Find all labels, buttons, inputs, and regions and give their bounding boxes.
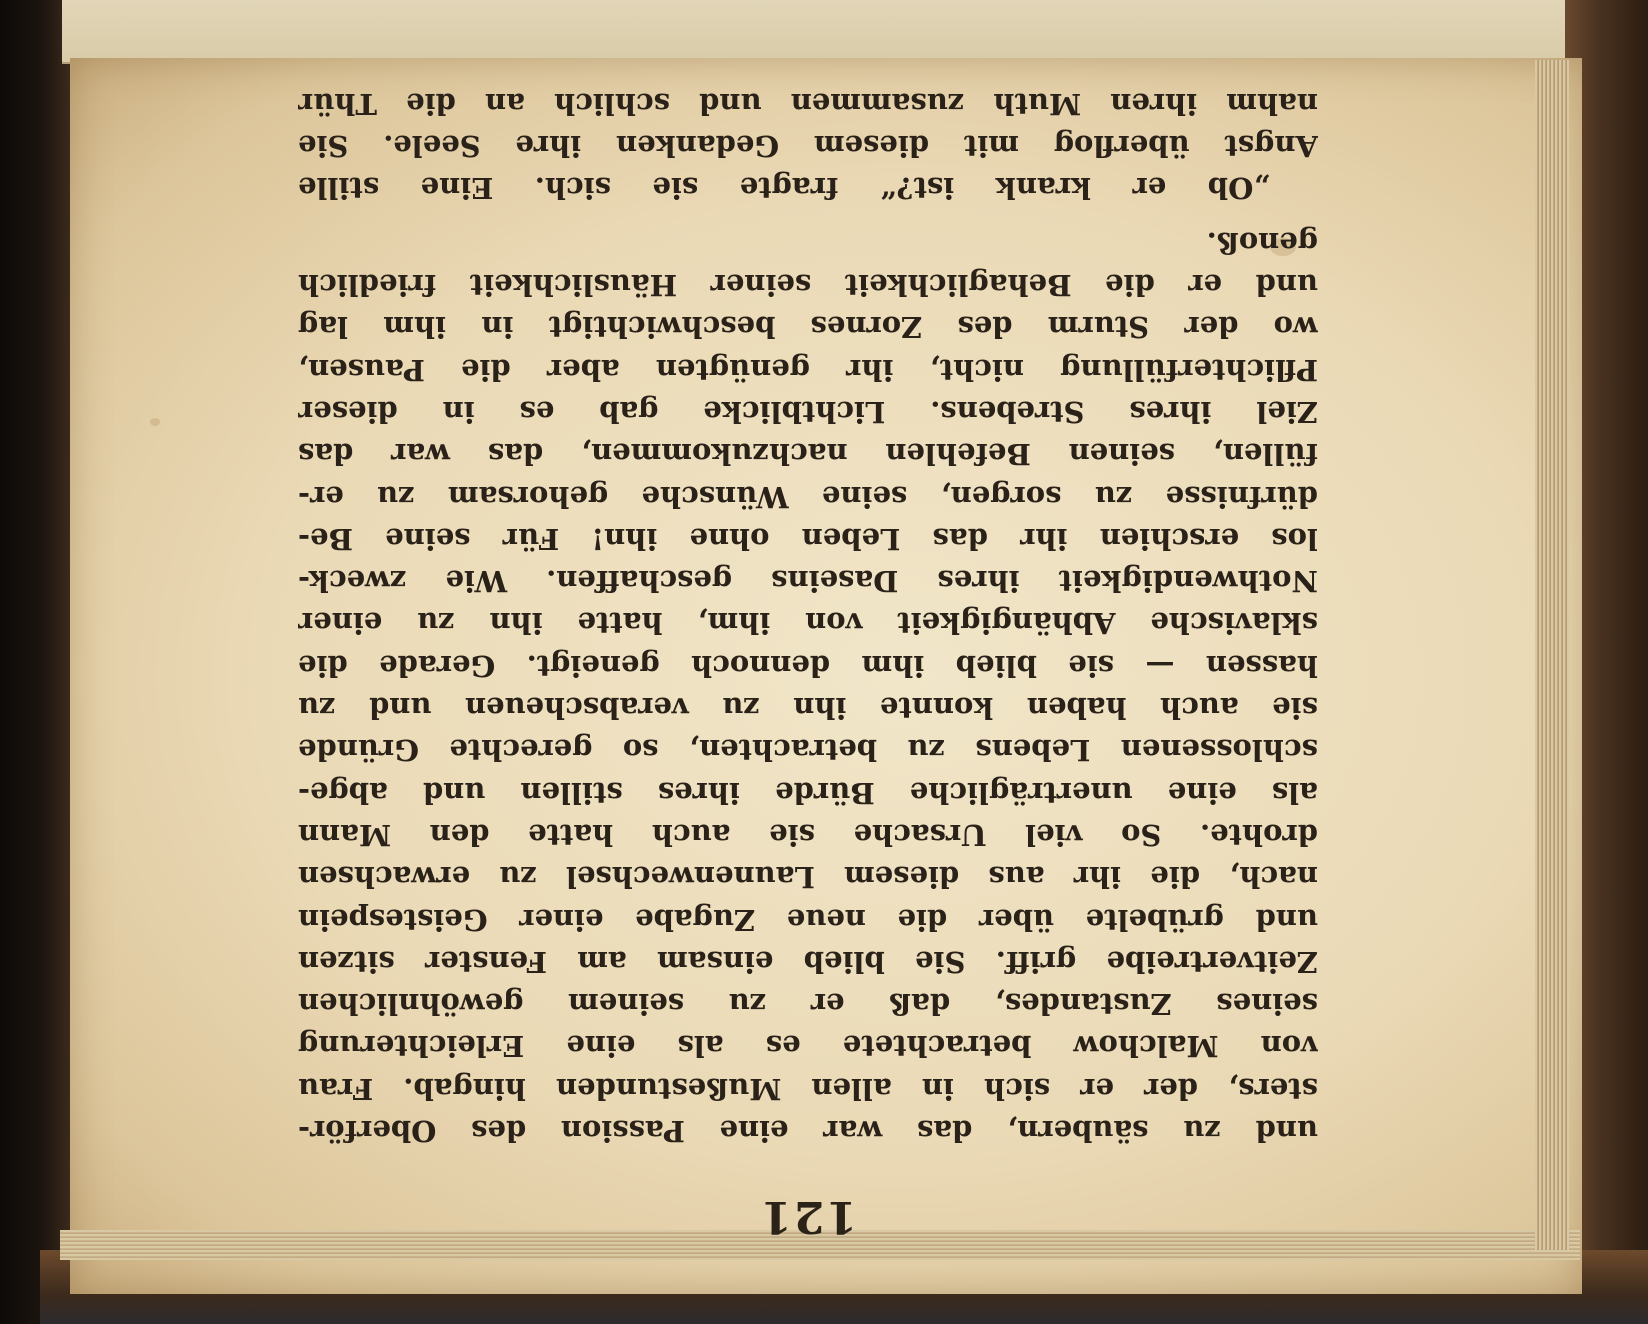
- page-stack-right: [1535, 60, 1569, 1250]
- text-line: drohte. So viel Ursache sie auch hatte den Mann: [298, 817, 1318, 852]
- text-line: los erschien ihr das Leben ohne ihn! Für seine Be-: [298, 521, 1318, 556]
- text-line: genoß.: [1206, 225, 1318, 260]
- book-binding: [0, 0, 70, 1324]
- text-line: und zu säubern, das war eine Passion des Oberför-: [298, 1114, 1318, 1148]
- text-line: von Malchow betrachtete es als eine Erleichterung: [298, 1029, 1318, 1064]
- text-line: als eine unerträgliche Bürde ihres stillen und abge-: [298, 775, 1318, 810]
- text-line: sters, der er sich in allen Mußestunden hingab. Frau: [298, 1071, 1318, 1106]
- page-text-block: [298, 86, 1318, 1242]
- previous-page-edge: [62, 0, 1582, 64]
- text-line: Ziel ihres Strebens. Lichtblicke gab es in dieser: [298, 394, 1318, 429]
- text-line: sklavische Abhängigkeit von ihm, hatte ihn zu einer: [298, 606, 1318, 641]
- text-line: Nothwendigkeit ihres Daseins geschaffen. Wie zweck-: [298, 564, 1318, 599]
- page-number: 121: [759, 1191, 857, 1242]
- text-line: füllen, seinen Befehlen nachzukommen, das war das: [298, 437, 1318, 472]
- text-line: „Ob er krank ist?“ fragte sie sich. Eine stille: [298, 171, 1270, 206]
- text-line: sie auch haben konnte ihn zu verabscheuen und zu: [298, 691, 1318, 726]
- text-line: wo der Sturm des Zornes beschwichtigt in ihm lag: [298, 310, 1318, 345]
- text-line: nahm ihren Muth zusammen und schlich an die Thür: [298, 86, 1318, 121]
- text-line: schlossenen Lebens zu betrachten, so gerechte Gründe: [298, 733, 1318, 768]
- text-line: hassen — sie blieb ihm dennoch geneigt. Gerade die: [298, 648, 1318, 683]
- text-line: Angst überflog mit diesem Gedanken ihre Seele. Sie: [298, 129, 1318, 164]
- text-line: dürfnisse zu sorgen, seine Wünsche gehorsam zu er-: [298, 479, 1318, 514]
- text-line: und er die Behaglichkeit seiner Häuslichkeit friedlich: [298, 268, 1318, 303]
- text-lines: [298, 83, 1318, 1152]
- text-line: und grübelte über die neue Zugabe einer Geistespein: [298, 902, 1318, 937]
- text-line: seines Zustandes, daß er zu seinem gewöhnlichen: [298, 987, 1318, 1022]
- text-line: Pflichterfüllung nicht, ihr genügten aber die Pausen,: [298, 352, 1318, 387]
- text-line: Zeitvertreibe griff. Sie blieb einsam am Fenster sitzen: [298, 944, 1318, 979]
- page-stain: [150, 418, 160, 426]
- text-line: nach, die ihr aus diesem Launenwechsel zu erwachsen: [298, 860, 1318, 895]
